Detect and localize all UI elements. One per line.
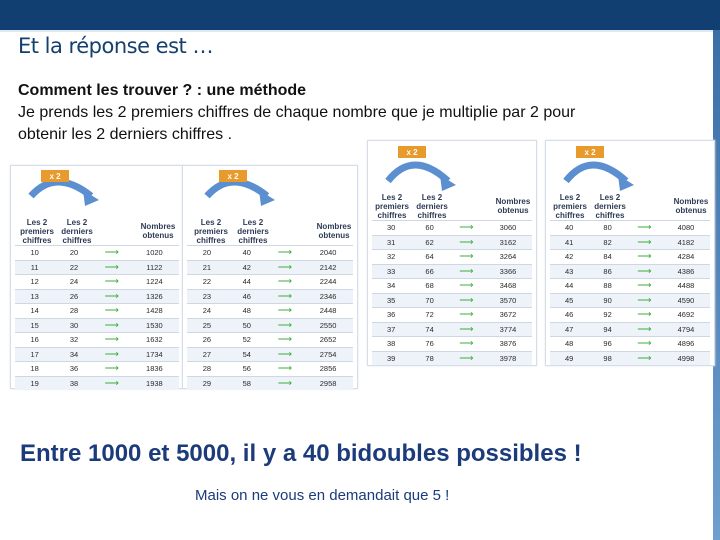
result-cell: 1224 <box>130 275 179 290</box>
first-digits-cell: 34 <box>372 279 410 294</box>
table-row <box>187 246 353 261</box>
col-last-digits: Les 2 derniers chiffres <box>237 218 269 245</box>
first-digits-cell: 32 <box>372 250 410 265</box>
first-digits-cell: 43 <box>550 264 588 279</box>
first-digits-cell: 35 <box>372 293 410 308</box>
first-digits-cell: 27 <box>187 347 227 362</box>
last-digits-cell: 42 <box>227 260 267 275</box>
arrow-right-icon: ⟶ <box>627 322 662 337</box>
multiplier-label: x 2 <box>406 148 418 157</box>
arrow-right-icon: ⟶ <box>267 289 304 304</box>
arrow-right-icon: ⟶ <box>449 337 484 352</box>
arrow-right-icon: ⟶ <box>627 235 662 250</box>
last-digits-cell: 68 <box>410 279 448 294</box>
result-cell: 4896 <box>662 337 710 352</box>
first-digits-cell: 16 <box>15 333 54 348</box>
arrow-right-icon: ⟶ <box>94 260 130 275</box>
arrow-right-icon: ⟶ <box>267 362 304 377</box>
arrow-right-icon: ⟶ <box>267 260 304 275</box>
last-digits-cell: 38 <box>54 376 93 390</box>
top-banner <box>0 0 720 30</box>
note-text: Mais on ne vous en demandait que 5 ! <box>195 487 450 504</box>
table-row <box>187 304 353 319</box>
table-row <box>372 337 532 352</box>
first-digits-cell: 45 <box>550 293 588 308</box>
arrow-right-icon: ⟶ <box>267 347 304 362</box>
last-digits-cell: 48 <box>227 304 267 319</box>
arrow-right-icon: ⟶ <box>94 275 130 290</box>
result-cell: 2652 <box>303 333 353 348</box>
first-digits-cell: 17 <box>15 347 54 362</box>
bidouble-table <box>15 245 179 390</box>
result-cell: 2856 <box>303 362 353 377</box>
arrow-right-icon: ⟶ <box>449 293 484 308</box>
table-row <box>15 347 179 362</box>
last-digits-cell: 80 <box>588 221 626 236</box>
first-digits-cell: 48 <box>550 337 588 352</box>
table-row <box>550 250 710 265</box>
result-cell: 2040 <box>303 246 353 261</box>
table-row <box>550 337 710 352</box>
first-digits-cell: 30 <box>372 221 410 236</box>
col-result: Nombres obtenus <box>495 197 531 215</box>
last-digits-cell: 78 <box>410 351 448 365</box>
first-digits-cell: 33 <box>372 264 410 279</box>
result-cell: 3162 <box>484 235 532 250</box>
arrow-right-icon: ⟶ <box>267 246 304 261</box>
last-digits-cell: 66 <box>410 264 448 279</box>
result-cell: 4182 <box>662 235 710 250</box>
first-digits-cell: 38 <box>372 337 410 352</box>
table-row <box>15 275 179 290</box>
table-row <box>372 235 532 250</box>
table-row <box>550 264 710 279</box>
result-cell: 2550 <box>303 318 353 333</box>
table-panel-30-39 <box>367 140 537 366</box>
first-digits-cell: 24 <box>187 304 227 319</box>
result-cell: 3570 <box>484 293 532 308</box>
col-last-digits: Les 2 derniers chiffres <box>61 218 93 245</box>
col-first-digits: Les 2 premiers chiffres <box>20 218 54 245</box>
last-digits-cell: 40 <box>227 246 267 261</box>
result-cell: 1122 <box>130 260 179 275</box>
result-cell: 4692 <box>662 308 710 323</box>
first-digits-cell: 36 <box>372 308 410 323</box>
last-digits-cell: 72 <box>410 308 448 323</box>
result-cell: 1734 <box>130 347 179 362</box>
result-cell: 4998 <box>662 351 710 365</box>
first-digits-cell: 21 <box>187 260 227 275</box>
method-heading: Comment les trouver ? : une méthode <box>18 82 307 99</box>
last-digits-cell: 96 <box>588 337 626 352</box>
arrow-right-icon: ⟶ <box>94 289 130 304</box>
arrow-right-icon: ⟶ <box>94 333 130 348</box>
arrow-right-icon: ⟶ <box>267 333 304 348</box>
table-row <box>550 293 710 308</box>
result-cell: 3366 <box>484 264 532 279</box>
table-row <box>187 260 353 275</box>
last-digits-cell: 60 <box>410 221 448 236</box>
table-row <box>372 351 532 365</box>
last-digits-cell: 62 <box>410 235 448 250</box>
arrow-right-icon: ⟶ <box>449 264 484 279</box>
table-row <box>550 351 710 365</box>
first-digits-cell: 42 <box>550 250 588 265</box>
arrow-right-icon: ⟶ <box>267 318 304 333</box>
last-digits-cell: 64 <box>410 250 448 265</box>
last-digits-cell: 46 <box>227 289 267 304</box>
result-cell: 1530 <box>130 318 179 333</box>
first-digits-cell: 49 <box>550 351 588 365</box>
table-row <box>187 347 353 362</box>
last-digits-cell: 90 <box>588 293 626 308</box>
col-result: Nombres obtenus <box>316 222 352 240</box>
slide-title: Et la réponse est … <box>18 34 213 58</box>
last-digits-cell: 76 <box>410 337 448 352</box>
arrow-right-icon: ⟶ <box>94 376 130 390</box>
last-digits-cell: 34 <box>54 347 93 362</box>
table-row <box>187 376 353 390</box>
result-cell: 2754 <box>303 347 353 362</box>
arrow-right-icon: ⟶ <box>449 235 484 250</box>
arrow-right-icon: ⟶ <box>627 337 662 352</box>
result-cell: 3060 <box>484 221 532 236</box>
last-digits-cell: 24 <box>54 275 93 290</box>
col-result: Nombres obtenus <box>673 197 709 215</box>
last-digits-cell: 70 <box>410 293 448 308</box>
table-row <box>187 275 353 290</box>
arrow-right-icon: ⟶ <box>449 308 484 323</box>
col-last-digits: Les 2 derniers chiffres <box>416 193 448 220</box>
curved-arrow-icon <box>546 141 714 191</box>
result-cell: 1326 <box>130 289 179 304</box>
first-digits-cell: 10 <box>15 246 54 261</box>
first-digits-cell: 25 <box>187 318 227 333</box>
table-row <box>550 279 710 294</box>
arrow-right-icon: ⟶ <box>627 308 662 323</box>
last-digits-cell: 88 <box>588 279 626 294</box>
first-digits-cell: 31 <box>372 235 410 250</box>
table-row <box>15 362 179 377</box>
arrow-right-icon: ⟶ <box>627 293 662 308</box>
arrow-right-icon: ⟶ <box>449 250 484 265</box>
table-row <box>372 264 532 279</box>
first-digits-cell: 11 <box>15 260 54 275</box>
table-row <box>550 221 710 236</box>
bidouble-table <box>187 245 353 390</box>
result-cell: 1836 <box>130 362 179 377</box>
multiplier-label: x 2 <box>584 148 596 157</box>
curved-arrow-icon <box>183 166 357 211</box>
last-digits-cell: 36 <box>54 362 93 377</box>
first-digits-cell: 18 <box>15 362 54 377</box>
col-first-digits: Les 2 premiers chiffres <box>375 193 409 220</box>
first-digits-cell: 37 <box>372 322 410 337</box>
table-row <box>372 293 532 308</box>
method-line-1: Je prends les 2 premiers chiffres de chaque nombre que je multiplie par 2 pour <box>18 104 576 121</box>
table-row <box>15 246 179 261</box>
banner-underline <box>0 30 713 32</box>
result-cell: 1428 <box>130 304 179 319</box>
last-digits-cell: 20 <box>54 246 93 261</box>
result-cell: 2448 <box>303 304 353 319</box>
last-digits-cell: 22 <box>54 260 93 275</box>
table-row <box>372 279 532 294</box>
table-row <box>187 333 353 348</box>
result-cell: 2244 <box>303 275 353 290</box>
first-digits-cell: 46 <box>550 308 588 323</box>
result-cell: 4794 <box>662 322 710 337</box>
last-digits-cell: 32 <box>54 333 93 348</box>
first-digits-cell: 20 <box>187 246 227 261</box>
first-digits-cell: 19 <box>15 376 54 390</box>
table-row <box>15 333 179 348</box>
result-cell: 1020 <box>130 246 179 261</box>
last-digits-cell: 84 <box>588 250 626 265</box>
table-row <box>15 376 179 390</box>
first-digits-cell: 41 <box>550 235 588 250</box>
method-line-2: obtenir les 2 derniers chiffres . <box>18 126 233 143</box>
arrow-right-icon: ⟶ <box>449 351 484 365</box>
last-digits-cell: 86 <box>588 264 626 279</box>
last-digits-cell: 82 <box>588 235 626 250</box>
arrow-right-icon: ⟶ <box>627 264 662 279</box>
last-digits-cell: 58 <box>227 376 267 390</box>
table-row <box>550 235 710 250</box>
arrow-right-icon: ⟶ <box>267 376 304 390</box>
result-cell: 4488 <box>662 279 710 294</box>
multiplier-label: x 2 <box>49 172 61 181</box>
last-digits-cell: 54 <box>227 347 267 362</box>
first-digits-cell: 40 <box>550 221 588 236</box>
bidouble-table <box>372 220 532 365</box>
result-cell: 3774 <box>484 322 532 337</box>
result-cell: 1632 <box>130 333 179 348</box>
first-digits-cell: 44 <box>550 279 588 294</box>
table-panel-10-19 <box>10 165 184 389</box>
arrow-right-icon: ⟶ <box>627 250 662 265</box>
arrow-right-icon: ⟶ <box>94 318 130 333</box>
result-cell: 4386 <box>662 264 710 279</box>
arrow-right-icon: ⟶ <box>449 279 484 294</box>
result-cell: 3264 <box>484 250 532 265</box>
curved-arrow-icon <box>368 141 536 191</box>
first-digits-cell: 22 <box>187 275 227 290</box>
first-digits-cell: 23 <box>187 289 227 304</box>
multiplier-label: x 2 <box>227 172 239 181</box>
arrow-right-icon: ⟶ <box>627 351 662 365</box>
last-digits-cell: 26 <box>54 289 93 304</box>
last-digits-cell: 98 <box>588 351 626 365</box>
arrow-right-icon: ⟶ <box>449 221 484 236</box>
bidouble-table <box>550 220 710 365</box>
arrow-right-icon: ⟶ <box>627 279 662 294</box>
last-digits-cell: 28 <box>54 304 93 319</box>
result-cell: 3978 <box>484 351 532 365</box>
table-row <box>187 289 353 304</box>
last-digits-cell: 94 <box>588 322 626 337</box>
table-row <box>372 322 532 337</box>
table-row <box>372 221 532 236</box>
first-digits-cell: 39 <box>372 351 410 365</box>
last-digits-cell: 74 <box>410 322 448 337</box>
table-panel-20-29 <box>182 165 358 389</box>
arrow-right-icon: ⟶ <box>94 304 130 319</box>
arrow-right-icon: ⟶ <box>94 347 130 362</box>
col-last-digits: Les 2 derniers chiffres <box>594 193 626 220</box>
first-digits-cell: 12 <box>15 275 54 290</box>
first-digits-cell: 26 <box>187 333 227 348</box>
table-row <box>372 250 532 265</box>
first-digits-cell: 47 <box>550 322 588 337</box>
last-digits-cell: 30 <box>54 318 93 333</box>
result-cell: 3876 <box>484 337 532 352</box>
result-cell: 2142 <box>303 260 353 275</box>
table-row <box>15 289 179 304</box>
col-result: Nombres obtenus <box>140 222 176 240</box>
result-cell: 4080 <box>662 221 710 236</box>
conclusion-text: Entre 1000 et 5000, il y a 40 bidoubles possibles ! <box>20 440 582 467</box>
col-first-digits: Les 2 premiers chiffres <box>194 218 228 245</box>
arrow-right-icon: ⟶ <box>94 246 130 261</box>
curved-arrow-icon <box>11 166 183 211</box>
col-first-digits: Les 2 premiers chiffres <box>553 193 587 220</box>
last-digits-cell: 52 <box>227 333 267 348</box>
result-cell: 2958 <box>303 376 353 390</box>
arrow-right-icon: ⟶ <box>267 304 304 319</box>
table-row <box>187 318 353 333</box>
table-row <box>15 304 179 319</box>
first-digits-cell: 13 <box>15 289 54 304</box>
arrow-right-icon: ⟶ <box>627 221 662 236</box>
last-digits-cell: 92 <box>588 308 626 323</box>
result-cell: 1938 <box>130 376 179 390</box>
first-digits-cell: 14 <box>15 304 54 319</box>
table-row <box>187 362 353 377</box>
table-row <box>550 322 710 337</box>
first-digits-cell: 28 <box>187 362 227 377</box>
last-digits-cell: 56 <box>227 362 267 377</box>
table-panel-40-49 <box>545 140 715 366</box>
table-row <box>372 308 532 323</box>
table-row <box>15 318 179 333</box>
last-digits-cell: 44 <box>227 275 267 290</box>
result-cell: 4590 <box>662 293 710 308</box>
last-digits-cell: 50 <box>227 318 267 333</box>
result-cell: 3672 <box>484 308 532 323</box>
arrow-right-icon: ⟶ <box>94 362 130 377</box>
arrow-right-icon: ⟶ <box>449 322 484 337</box>
arrow-right-icon: ⟶ <box>267 275 304 290</box>
table-row <box>15 260 179 275</box>
result-cell: 2346 <box>303 289 353 304</box>
table-row <box>550 308 710 323</box>
first-digits-cell: 29 <box>187 376 227 390</box>
result-cell: 3468 <box>484 279 532 294</box>
first-digits-cell: 15 <box>15 318 54 333</box>
result-cell: 4284 <box>662 250 710 265</box>
